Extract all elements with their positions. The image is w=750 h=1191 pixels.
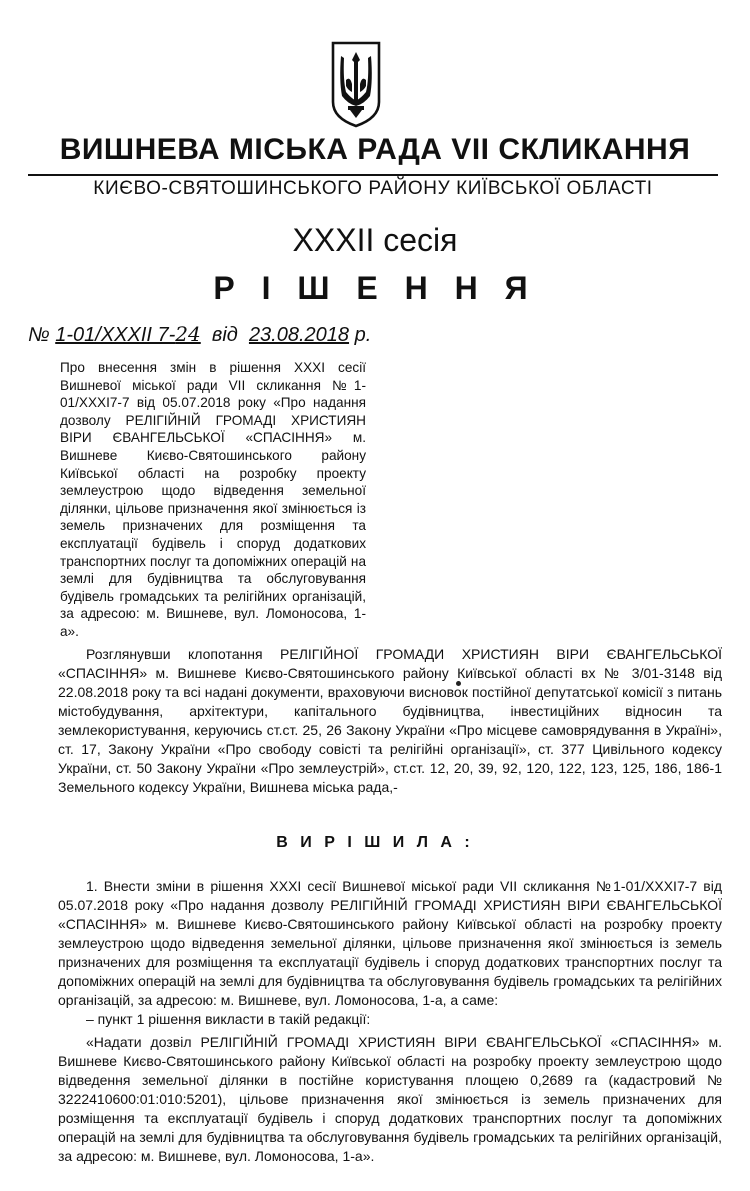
year-suffix: р. bbox=[354, 324, 372, 346]
decision-body bbox=[58, 877, 722, 1166]
trident-emblem-icon bbox=[330, 40, 382, 128]
item-1-paragraph: 1. Внести зміни в рішення XXXI сесії Вишневої міської ради VII скликання №1-01/XXXI7-7 від 05.07.2018 року «Про надання дозволу РЕЛІГІЙНІЙ ГРОМАДІ ХРИСТИЯН ВІРИ ЄВАНГЕЛЬСЬКОЇ «СПАСІННЯ» м. Вишневе Києво-Святошинського району Київської області на розробку проекту землеустрою щодо відведення земельної ділянки, цільове призначення якої змінюється із земель призначених для розміщення та експлуатації будівель і споруд додаткових транспортних послуг та допоміжних операцій на землі для будівництва та обслуговування будівель громадських та релігійних організацій, за адресою: м. Вишневе, вул. Ломоносова, 1-а, а саме: bbox=[58, 878, 722, 1008]
decision-subject: Про внесення змін в рішення XXXI сесії Вишневої міської ради VII скликання №1-01/XXXI7-7 від 05.07.2018 року «Про надання дозволу РЕЛІГІЙНІЙ ГРОМАДІ ХРИСТИЯН ВІРИ ЄВАНГЕЛЬСЬКОЇ «СПАСІННЯ» м. Вишневе Києво-Святошинського району Київської області на розробку проекту землеустрою щодо відведення земельної ділянки, цільове призначення якої змінюється із земель призначених для розміщення та експлуатації будівель і споруд додаткових транспортних послуг та допоміжних операцій на землі для будівництва та обслуговування будівель громадських та релігійних організацій, за адресою: м. Вишневе, вул. Ломоносова, 1-а». bbox=[60, 360, 366, 639]
session-title: XXXII сесія bbox=[292, 222, 458, 258]
preamble-paragraph: Розглянувши клопотання РЕЛІГІЙНОЇ ГРОМАДИ ХРИСТИЯН ВІРИ ЄВАНГЕЛЬСЬКОЇ «СПАСІННЯ» м. Вишневе Києво-Святошинського району Київської області вх № 3/01-3148 від 22.08.2018 року та всі надані документи, враховуючи висновок постійної депутатської комісії з питань містобудування, архітектури, капітального будівництва, інвестиційних відносин та землекористування, керуючись ст.ст. 25, 26 Закону України «Про місцеве самоврядування в Україні», ст. 17, Закону України «Про свободу совісті та релігійні організації», ст. 377 Цивільного кодексу України, ст. 50 Закону України «Про землеустрій», ст.ст. 12, 20, 39, 92, 120, 122, 123, 125, 186, 186-1 Земельного кодексу України, Вишнева міська рада,- bbox=[58, 646, 722, 795]
document-title: Р І Ш Е Н Н Я bbox=[213, 270, 537, 306]
decision-date: 23.08.2018 bbox=[248, 324, 350, 346]
decision-number-line bbox=[28, 322, 371, 347]
district-name: КИЄВО-СВЯТОШИНСЬКОГО РАЙОНУ КИЇВСЬКОЇ ОБЛАСТІ bbox=[28, 174, 718, 200]
item-1-subpoint: – пункт 1 рішення викласти в такій редакції: bbox=[86, 1011, 371, 1027]
decided-heading: В И Р І Ш И Л А : bbox=[276, 834, 474, 851]
number-sign: № bbox=[28, 324, 50, 346]
handwritten-number: 24 bbox=[175, 322, 201, 346]
decision-number: 1-01/XXXII 7- bbox=[55, 324, 176, 346]
item-1-new-text: «Надати дозвіл РЕЛІГІЙНІЙ ГРОМАДІ ХРИСТИЯН ВІРИ ЄВАНГЕЛЬСЬКОЇ «СПАСІННЯ» м. Вишневе Києво-Святошинського району Київської області на розробку проекту землеустрою щодо відведення земельної ділянки в постійне користування площею 0,2689 га (кадастровий № 3222410600:01:010:5201), цільове призначення якої змінюється із земель призначених для розміщення та експлуатації будівель і споруд додаткових транспортних послуг та допоміжних операцій на землі для будівництва та обслуговування будівель громадських та релігійних організацій, за адресою: м. Вишневе, вул. Ломоносова, 1-а». bbox=[58, 1034, 722, 1164]
council-name: ВИШНЕВА МІСЬКА РАДА VII СКЛИКАННЯ bbox=[59, 133, 691, 166]
date-label: від bbox=[211, 324, 238, 346]
